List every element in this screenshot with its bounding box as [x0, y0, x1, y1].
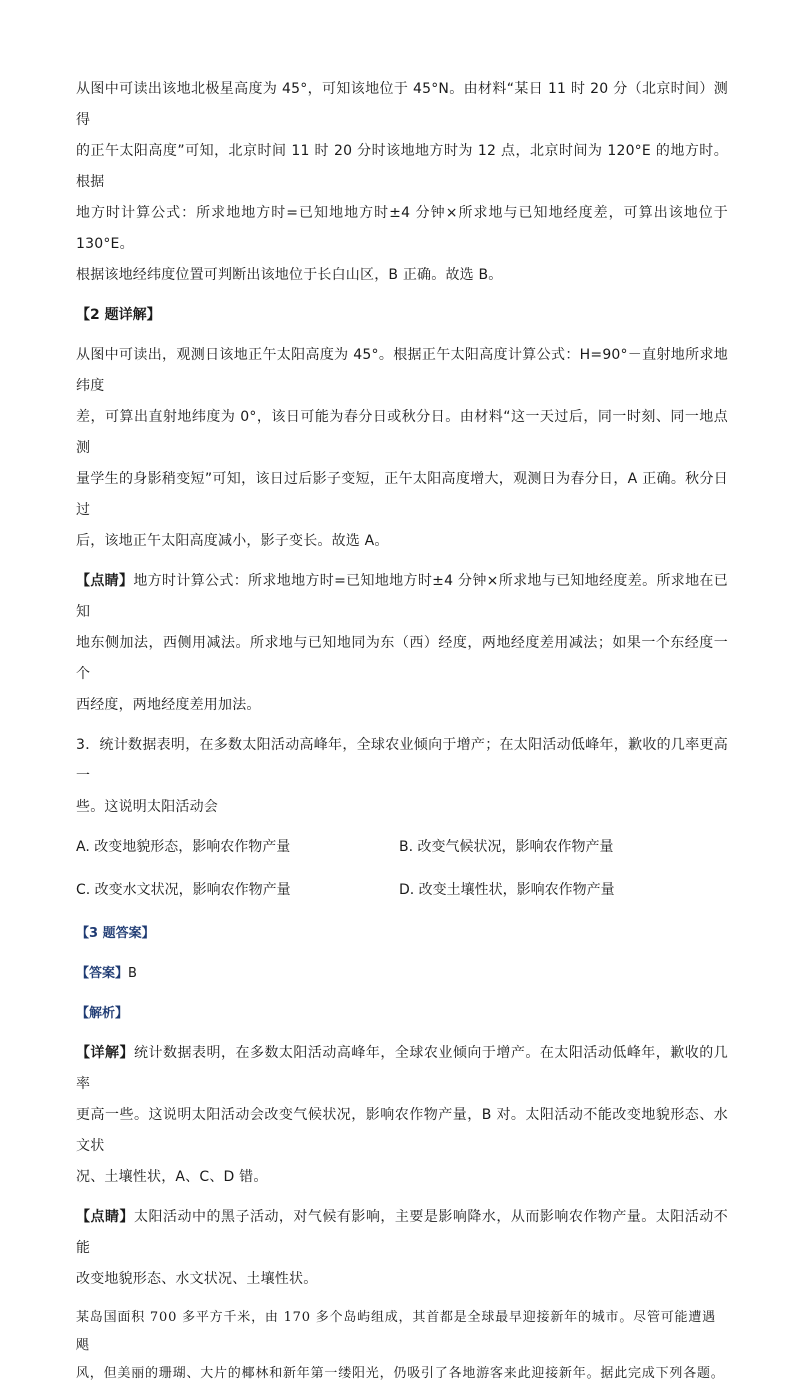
tip2-paragraph: [76, 1202, 728, 1295]
text-line: 【点睛】太阳活动中的黑子活动，对气候有影响，主要是影响降水，从而影响农作物产量。太阳活动不能: [76, 1209, 728, 1256]
text-line: 些。这说明太阳活动会: [76, 799, 218, 815]
answer-value: B: [128, 966, 137, 981]
text-line: 3．统计数据表明，在多数太阳活动高峰年，全球农业倾向于增产；在太阳活动低峰年，歉收的几率更高一: [76, 737, 728, 784]
text-line: 根据该地经纬度位置可判断出该地位于长白山区，B 正确。故选 B。: [76, 267, 503, 283]
text-line: 况、土壤性状，A、C、D 错。: [76, 1169, 268, 1185]
text-line: 【点睛】地方时计算公式：所求地地方时=已知地地方时±4 分钟×所求地与已知地经度差。所求地在已知: [76, 573, 728, 620]
option-b: B. 改变气候状况，影响农作物产量: [399, 839, 614, 855]
text-line: 地东侧加法，西侧用减法。所求地与已知地同为东（西）经度，两地经度差用减法；如果一个东经度一个: [76, 635, 728, 682]
question3-options: [76, 832, 728, 906]
question3-stem: [76, 730, 728, 823]
section2-paragraph: [76, 340, 728, 557]
text-line: 后，该地正午太阳高度减小，影子变长。故选 A。: [76, 533, 389, 549]
section1-paragraph: [76, 74, 728, 291]
text-line: 从图中可读出，观测日该地正午太阳高度为 45°。根据正午太阳高度计算公式：H=90°－直射地所求地纬度: [76, 347, 728, 394]
text-line: 差，可算出直射地纬度为 0°，该日可能为春分日或秋分日。由材料“这一天过后，同一时刻、同一地点测: [76, 409, 728, 456]
document-page: [76, 74, 728, 1388]
tip1-paragraph: [76, 566, 728, 721]
analysis-heading: 【解析】: [76, 1006, 129, 1021]
q3-answer-heading: 【3 题答案】: [76, 926, 155, 941]
text-line: 西经度，两地经度差用加法。: [76, 697, 261, 713]
option-d: D. 改变土壤性状，影响农作物产量: [399, 882, 615, 898]
text-line: 风，但美丽的珊瑚、大片的椰林和新年第一缕阳光，仍吸引了各地游客来此迎接新年。据此完成下列各题。: [76, 1366, 725, 1381]
tip-label: 【点睛】: [76, 573, 134, 589]
answer-label: 【答案】: [76, 966, 129, 981]
option-c: C. 改变水文状况，影响农作物产量: [76, 882, 291, 898]
option-a: A. 改变地貌形态，影响农作物产量: [76, 839, 291, 855]
text-line: 量学生的身影稍变短”可知，该日过后影子变短，正午太阳高度增大，观测日为春分日，A 正确。秋分日过: [76, 471, 728, 518]
text-line: 从图中可读出该地北极星高度为 45°，可知该地位于 45°N。由材料“某日 11 时 20 分（北京时间）测得: [76, 81, 728, 128]
text-line: 改变地貌形态、水文状况、土壤性状。: [76, 1271, 318, 1287]
text-line: 某岛国面积 700 多平方千米，由 170 多个岛屿组成，其首都是全球最早迎接新年的城市。尽管可能遭遇飓: [76, 1310, 716, 1353]
text-line: 地方时计算公式：所求地地方时=已知地地方时±4 分钟×所求地与已知地经度差，可算出该地位于 130°E。: [76, 205, 728, 252]
q2-detail-heading: 【2 题详解】: [76, 307, 161, 323]
text-line: 更高一些。这说明太阳活动会改变气候状况，影响农作物产量，B 对。太阳活动不能改变地貌形态、水文状: [76, 1107, 728, 1154]
text-line: 的正午太阳高度”可知，北京时间 11 时 20 分时该地地方时为 12 点，北京时间为 120°E 的地方时。根据: [76, 143, 728, 190]
material-paragraph: [76, 1304, 728, 1388]
detail-paragraph: [76, 1038, 728, 1193]
answer-line: [76, 958, 728, 989]
detail-label: 【详解】: [76, 1045, 134, 1061]
tip-label: 【点睛】: [76, 1209, 134, 1225]
text-line: 【详解】统计数据表明，在多数太阳活动高峰年，全球农业倾向于增产。在太阳活动低峰年，歉收的几率: [76, 1045, 728, 1092]
